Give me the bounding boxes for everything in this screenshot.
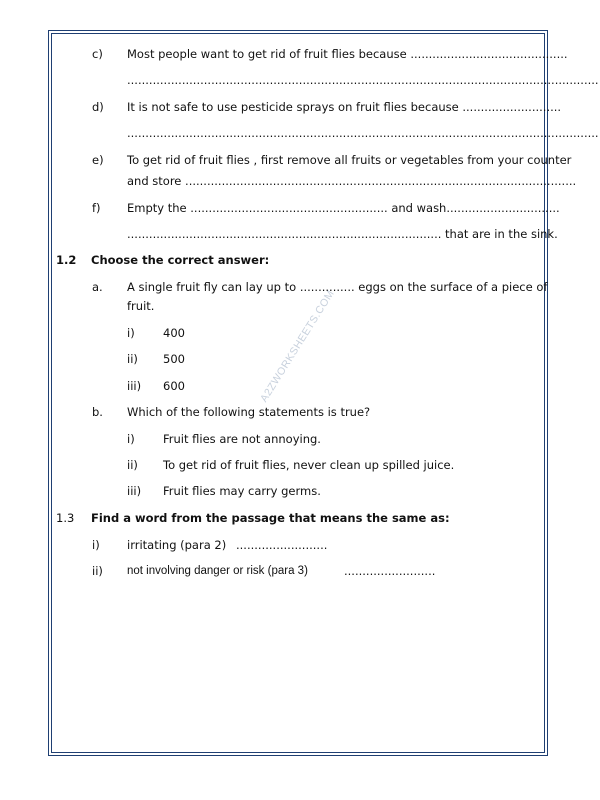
section-1-2-number: 1.2: [56, 253, 77, 267]
option-text: To get rid of fruit flies, never clean up spilled juice.: [163, 458, 455, 472]
question-a-text-cont: fruit.: [127, 299, 155, 313]
option-label: ii): [127, 352, 138, 366]
option-label: ii): [127, 458, 138, 472]
item-f-text: Empty the ...................................................... and wash...............................: [127, 201, 560, 215]
option-label: i): [127, 326, 135, 340]
watermark: A2ZWORKSHEETS.COM: [258, 287, 337, 405]
item-e-text-cont: and store ...........................................................................................................: [127, 174, 577, 188]
option-text: Fruit flies are not annoying.: [163, 432, 321, 446]
option-text: 600: [163, 379, 185, 393]
option-text: 400: [163, 326, 185, 340]
option-text: 500: [163, 352, 185, 366]
option-label: iii): [127, 379, 142, 393]
section-1-3-number: 1.3: [56, 511, 75, 525]
item-c-text: Most people want to get rid of fruit flies because ...........................................: [127, 47, 568, 61]
question-a-label: a.: [92, 280, 103, 294]
option-label: i): [127, 432, 135, 446]
option-text: Fruit flies may carry germs.: [163, 484, 321, 498]
question-a-text: A single fruit fly can lay up to ............... eggs on the surface of a piece of: [127, 280, 548, 294]
word-item-label: ii): [92, 564, 103, 578]
item-e-label: e): [92, 153, 104, 167]
word-item-blank: .........................: [236, 538, 328, 552]
item-d-text: It is not safe to use pesticide sprays on fruit flies because ...........................: [127, 100, 562, 114]
word-item-label: i): [92, 538, 100, 552]
item-f-text-cont: ...................................................................................... that are in the sink.: [127, 227, 558, 241]
word-item-text: not involving danger or risk (para 3): [127, 565, 308, 577]
question-b-label: b.: [92, 405, 103, 419]
item-c-blank-line: .................................................................................................................................: [127, 73, 599, 87]
item-f-label: f): [92, 201, 101, 215]
page-border-inner: [51, 33, 548, 753]
item-d-blank-line: .................................................................................................................................: [127, 126, 599, 140]
section-1-2-heading: Choose the correct answer:: [91, 253, 270, 267]
option-label: iii): [127, 484, 142, 498]
item-d-label: d): [92, 100, 104, 114]
word-item-text: irritating (para 2): [127, 538, 227, 552]
item-c-label: c): [92, 47, 103, 61]
word-item-blank: .........................: [344, 564, 436, 578]
section-1-3-heading: Find a word from the passage that means the same as:: [91, 511, 450, 525]
question-b-text: Which of the following statements is true?: [127, 405, 371, 419]
item-e-text: To get rid of fruit flies , first remove all fruits or vegetables from your counter: [127, 153, 572, 167]
